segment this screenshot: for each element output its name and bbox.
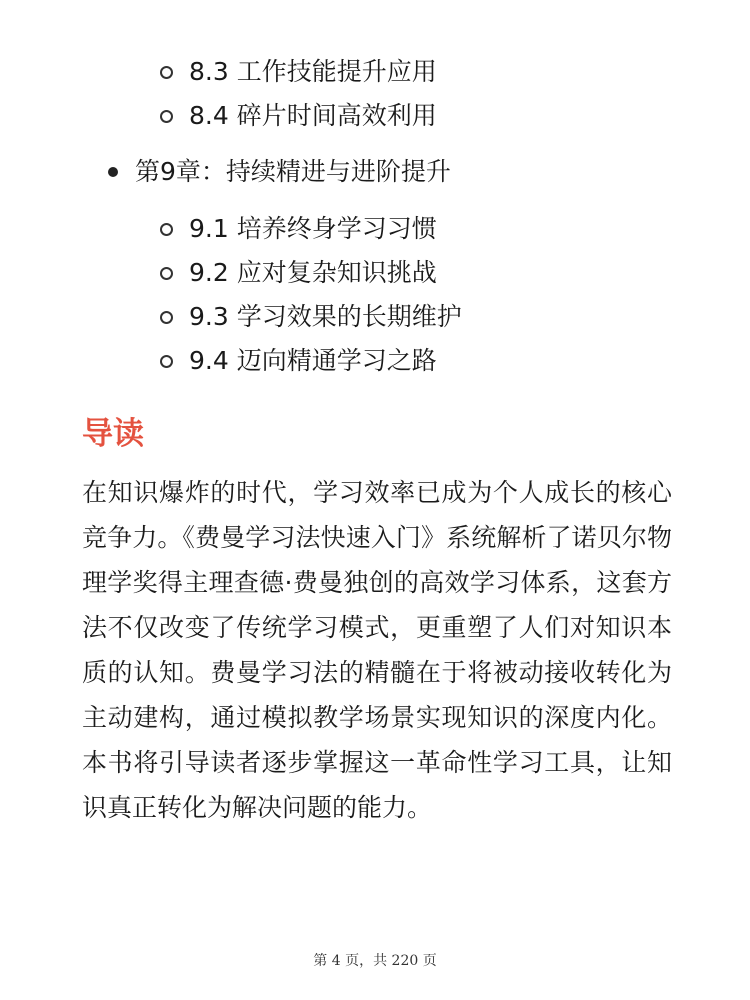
- section-heading: 导读: [82, 416, 144, 452]
- page-number: 第 4 页，共 220 页: [313, 953, 437, 969]
- list-item: [160, 295, 462, 339]
- list-item-label: 8.3 工作技能提升应用: [189, 57, 437, 86]
- list-item: [160, 94, 437, 138]
- list-item-label: 9.4 迈向精通学习之路: [189, 346, 437, 375]
- list-item: [160, 251, 462, 295]
- chapter-9-sublist: [160, 207, 462, 383]
- chapter-8-sublist: [160, 50, 437, 138]
- list-item: [160, 339, 462, 383]
- list-item-label: 9.3 学习效果的长期维护: [189, 302, 462, 331]
- chapter-9-item: [108, 150, 451, 194]
- hollow-bullet-icon: [160, 223, 173, 236]
- hollow-bullet-icon: [160, 355, 173, 368]
- filled-bullet-icon: [108, 167, 118, 177]
- list-item-label: 8.4 碎片时间高效利用: [189, 101, 437, 130]
- hollow-bullet-icon: [160, 110, 173, 123]
- list-item-label: 9.2 应对复杂知识挑战: [189, 258, 437, 287]
- hollow-bullet-icon: [160, 267, 173, 280]
- chapter-title: 第9章：持续精进与进阶提升: [135, 157, 451, 186]
- list-item-label: 9.1 培养终身学习习惯: [189, 214, 437, 243]
- list-item: [160, 50, 437, 94]
- hollow-bullet-icon: [160, 66, 173, 79]
- hollow-bullet-icon: [160, 311, 173, 324]
- list-item: [160, 207, 462, 251]
- intro-paragraph: 在知识爆炸的时代，学习效率已成为个人成长的核心竞争力。《费曼学习法快速入门》系统解析了诺贝尔物理学奖得主理查德·费曼独创的高效学习体系，这套方法不仅改变了传统学习模式，更重塑了人们对知识本质的认知。费曼学习法的精髓在于将被动接收转化为主动建构，通过模拟教学场景实现知识的深度内化。本书将引导读者逐步掌握这一革命性学习工具，让知识真正转化为解决问题的能力。: [82, 478, 672, 822]
